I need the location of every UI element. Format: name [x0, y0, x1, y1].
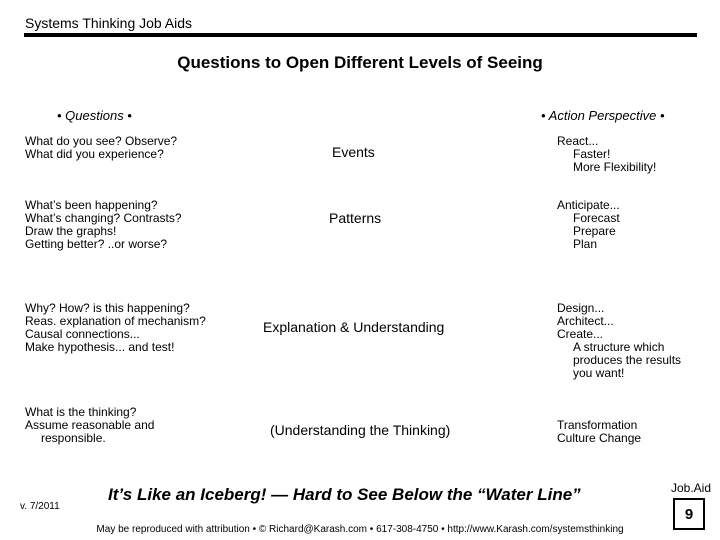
header-rule — [24, 33, 697, 37]
level-thinking: (Understanding the Thinking) — [270, 422, 451, 438]
action-line: produces the results — [573, 353, 682, 367]
level-events: Events — [332, 144, 375, 160]
questions-thinking — [25, 406, 154, 445]
action-line: Plan — [573, 237, 598, 251]
action-line: Create... — [557, 327, 604, 341]
question-line: Getting better? ..or worse? — [25, 237, 168, 251]
page-number: 9 — [673, 498, 705, 530]
action-events — [557, 135, 656, 174]
action-line: Anticipate... — [557, 198, 620, 212]
page-title: Questions to Open Different Levels of Seeing — [177, 53, 543, 72]
version-label: v. 7/2011 — [20, 501, 60, 512]
question-line: Causal connections... — [25, 327, 140, 341]
job-aid-label: Job.Aid — [671, 481, 712, 495]
action-line: Architect... — [557, 314, 614, 328]
question-line: Why? How? is this happening? — [25, 301, 190, 315]
action-explanation — [557, 302, 681, 380]
questions-patterns — [25, 199, 182, 251]
action-line: Forecast — [573, 211, 620, 225]
action-line: Culture Change — [557, 431, 642, 445]
action-line: Design... — [557, 301, 605, 315]
action-line: Prepare — [573, 224, 616, 238]
questions-events — [25, 135, 177, 161]
level-patterns: Patterns — [329, 210, 382, 226]
question-line: Make hypothesis... and test! — [25, 340, 175, 354]
action-line: you want! — [573, 366, 625, 380]
question-line: What is the thinking? — [25, 405, 137, 419]
question-line: What did you experience? — [25, 147, 164, 161]
question-line: What’s been happening? — [25, 198, 158, 212]
footer-attribution: May be reproduced with attribution • © Richard@Karash.com • 617-308-4750 • http://www.Karash.com/systemsthinking — [96, 524, 624, 535]
action-line: A structure which — [573, 340, 665, 354]
question-line: What’s changing? Contrasts? — [25, 211, 182, 225]
action-patterns — [557, 199, 620, 251]
iceberg-tagline: It’s Like an Iceberg! — Hard to See Below the “Water Line” — [108, 485, 581, 504]
action-line: More Flexibility! — [573, 160, 657, 174]
question-line: Reas. explanation of mechanism? — [25, 314, 206, 328]
questions-explanation — [25, 302, 206, 354]
question-line: Draw the graphs! — [25, 224, 117, 238]
question-line: What do you see? Observe? — [25, 134, 178, 148]
action-column-heading: • Action Perspective • — [541, 108, 665, 123]
header-label: Systems Thinking Job Aids — [25, 15, 193, 31]
action-line: Faster! — [573, 147, 611, 161]
question-line: Assume reasonable and — [25, 418, 155, 432]
question-line: responsible. — [41, 431, 106, 445]
action-thinking — [557, 419, 641, 445]
action-line: React... — [557, 134, 599, 148]
level-explanation: Explanation & Understanding — [263, 319, 445, 335]
action-line: Transformation — [557, 418, 638, 432]
questions-column-heading: • Questions • — [57, 108, 132, 123]
